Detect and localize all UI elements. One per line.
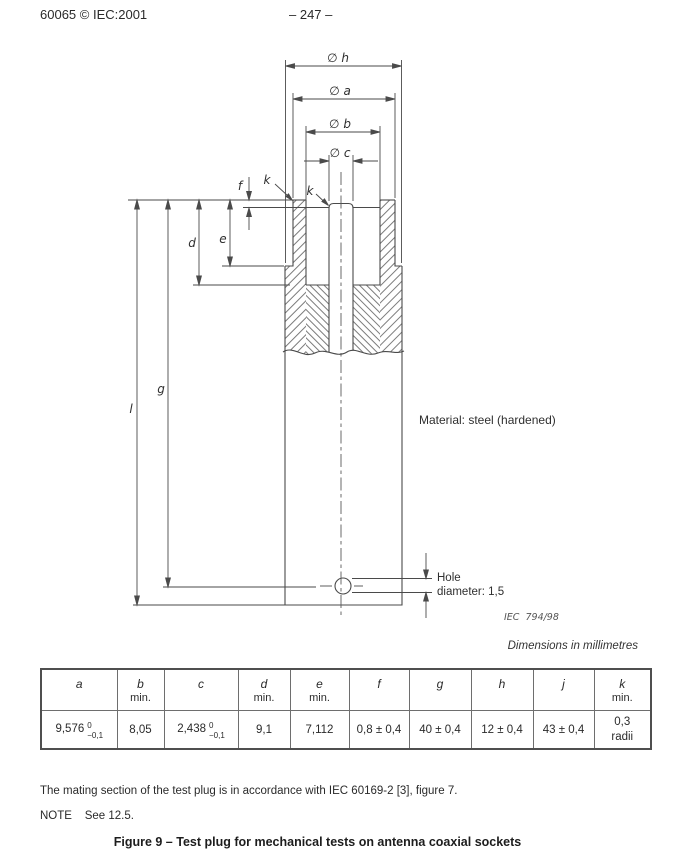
document-reference: 60065 © IEC:2001 — [40, 7, 148, 22]
mating-section-note: The mating section of the test plug is in accordance with IEC 60169-2 [3], figure 7. — [40, 785, 458, 797]
dimensions-unit-note: Dimensions in millimetres — [507, 640, 638, 652]
value-k: 0,3 radii — [594, 711, 651, 750]
hole-label-line1: Hole — [437, 572, 461, 584]
value-f: 0,8 ± 0,4 — [349, 711, 409, 750]
bottom-hole — [335, 578, 351, 594]
value-g: 40 ± 0,4 — [409, 711, 471, 750]
label-l: l — [129, 402, 133, 416]
col-header-j: j — [533, 669, 594, 711]
page-number: – 247 – — [289, 7, 333, 22]
label-dia-h: ∅ h — [327, 51, 349, 65]
table-value-row — [41, 711, 651, 750]
hole-label-line2: diameter: 1,5 — [437, 586, 505, 598]
value-j: 43 ± 0,4 — [533, 711, 594, 750]
value-h: 12 ± 0,4 — [471, 711, 533, 750]
label-f: f — [237, 179, 243, 193]
value-b: 8,05 — [117, 711, 164, 750]
label-k-inner: k — [306, 184, 314, 198]
dimensions-table — [40, 668, 652, 750]
value-e: 7,112 — [290, 711, 349, 750]
col-header-e: e min. — [290, 669, 349, 711]
col-header-g: g — [409, 669, 471, 711]
label-g: g — [157, 382, 165, 396]
label-e: e — [219, 232, 227, 246]
col-header-c: c — [164, 669, 238, 711]
material-note: Material: steel (hardened) — [419, 413, 556, 427]
value-d: 9,1 — [238, 711, 290, 750]
value-c: 2,438 0 −0,1 — [164, 711, 238, 750]
value-a: 9,576 0 −0,1 — [41, 711, 117, 750]
figure-caption: Figure 9 – Test plug for mechanical tests on antenna coaxial sockets — [113, 835, 522, 849]
col-header-d: d min. — [238, 669, 290, 711]
col-header-k: k min. — [594, 669, 651, 711]
label-dia-b: ∅ b — [329, 117, 351, 131]
label-dia-c: ∅ c — [329, 146, 351, 160]
label-dia-a: ∅ a — [329, 84, 351, 98]
iec-drawing-reference: IEC 794/98 — [504, 612, 559, 623]
label-k-outer: k — [263, 173, 271, 187]
table-header-row — [41, 669, 651, 711]
col-header-b: b min. — [117, 669, 164, 711]
col-header-f: f — [349, 669, 409, 711]
see-note: NOTE See 12.5. — [40, 810, 134, 822]
col-header-a: a — [41, 669, 117, 711]
label-d: d — [188, 236, 196, 250]
col-header-h: h — [471, 669, 533, 711]
